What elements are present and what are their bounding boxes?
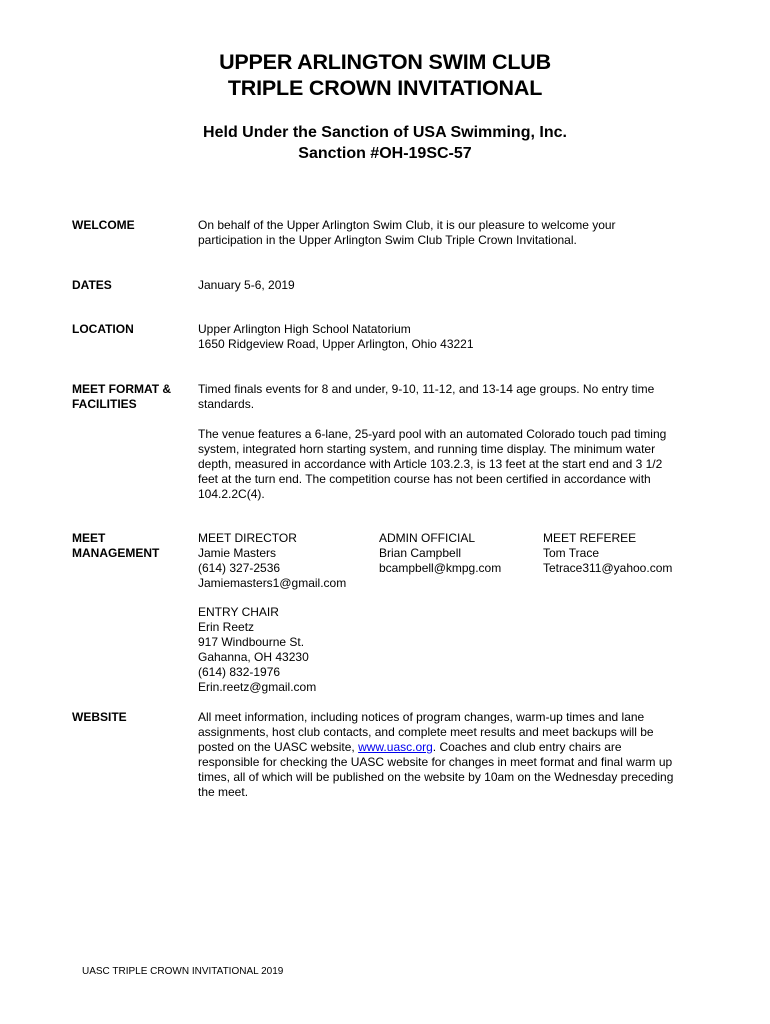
- admin-official-email: bcampbell@kmpg.com: [379, 561, 502, 575]
- admin-official-title: ADMIN OFFICIAL: [379, 531, 476, 545]
- meet-format-paragraph-1: [198, 382, 708, 412]
- website-line-3-pre: posted on the UASC website,: [198, 740, 359, 754]
- website-label: WEBSITE: [72, 710, 127, 724]
- welcome-label: WELCOME: [72, 218, 135, 232]
- website-line-2: assignments, host club contacts, and complete meet results and meet backups will be: [198, 725, 654, 739]
- meet-format-p2-line-5: 104.2.2C(4).: [198, 487, 265, 501]
- location-text: [198, 322, 708, 352]
- meet-format-label-line-2: FACILITIES: [72, 397, 137, 411]
- website-line-4: responsible for checking the UASC website for changes in meet format and final warm up: [198, 755, 673, 769]
- sanction-line-2: Sanction #OH-19SC-57: [298, 145, 472, 162]
- entry-chair-city: Gahanna, OH 43230: [198, 650, 309, 664]
- meet-referee-email: Tetrace311@yahoo.com: [543, 561, 673, 575]
- welcome-line-2: participation in the Upper Arlington Swim Club Triple Crown Invitational.: [198, 233, 577, 247]
- document-title: [0, 49, 770, 101]
- website-line-3-post: . Coaches and club entry chairs are: [432, 740, 622, 754]
- meet-referee-title: MEET REFEREE: [543, 531, 637, 545]
- entry-chair-title: ENTRY CHAIR: [198, 605, 279, 619]
- sanction-line-1: Held Under the Sanction of USA Swimming, Inc.: [203, 124, 567, 141]
- meet-director-name: Jamie Masters: [198, 546, 277, 560]
- entry-chair-email: Erin.reetz@gmail.com: [198, 680, 317, 694]
- location-line-1: Upper Arlington High School Natatorium: [198, 322, 411, 336]
- dates-label: DATES: [72, 278, 112, 292]
- meet-format-p2-line-2: system, integrated horn starting system, and running time display. The minimum water: [198, 442, 656, 456]
- dates-value: January 5-6, 2019: [198, 278, 295, 292]
- entry-chair-street: 917 Windbourne St.: [198, 635, 305, 649]
- management-label: [72, 531, 159, 561]
- location-line-2: 1650 Ridgeview Road, Upper Arlington, Ohio 43221: [198, 337, 474, 351]
- location-label: LOCATION: [72, 322, 134, 336]
- meet-format-p1-line-2: standards.: [198, 397, 255, 411]
- website-line-3: [198, 740, 708, 755]
- meet-director-block: [198, 531, 346, 591]
- meet-format-p1-line-1: Timed finals events for 8 and under, 9-10, 11-12, and 13-14 age groups. No entry time: [198, 382, 655, 396]
- management-label-line-1: MEET: [72, 531, 106, 545]
- meet-director-phone: (614) 327-2536: [198, 561, 281, 575]
- entry-chair-name: Erin Reetz: [198, 620, 255, 634]
- entry-chair-phone: (614) 832-1976: [198, 665, 281, 679]
- website-text: [198, 710, 708, 800]
- uasc-website-link[interactable]: www.uasc.org: [358, 740, 433, 754]
- meet-director-title: MEET DIRECTOR: [198, 531, 297, 545]
- meet-format-p2-line-3: depth, measured in accordance with Article 103.2.3, is 13 feet at the start end and 3 1/2: [198, 457, 663, 471]
- meet-referee-name: Tom Trace: [543, 546, 600, 560]
- sanction-heading: [0, 122, 770, 164]
- admin-official-block: [379, 531, 501, 576]
- website-line-1: All meet information, including notices of program changes, warm-up times and lane: [198, 710, 645, 724]
- website-line-6: the meet.: [198, 785, 249, 799]
- management-label-line-2: MANAGEMENT: [72, 546, 160, 560]
- title-line-1: UPPER ARLINGTON SWIM CLUB: [219, 50, 551, 74]
- website-line-5: times, all of which will be published on the website by 10am on the Wednesday preceding: [198, 770, 674, 784]
- admin-official-name: Brian Campbell: [379, 546, 462, 560]
- meet-referee-block: [543, 531, 672, 576]
- welcome-line-1: On behalf of the Upper Arlington Swim Club, it is our pleasure to welcome your: [198, 218, 616, 232]
- entry-chair-block: [198, 605, 316, 695]
- page-footer: UASC TRIPLE CROWN INVITATIONAL 2019: [82, 966, 284, 977]
- meet-format-label-line-1: MEET FORMAT &: [72, 382, 172, 396]
- meet-format-label: [72, 382, 171, 412]
- welcome-text: [198, 218, 708, 248]
- meet-format-p2-line-1: The venue features a 6-lane, 25-yard pool with an automated Colorado touch pad timing: [198, 427, 667, 441]
- title-line-2: TRIPLE CROWN INVITATIONAL: [227, 76, 543, 100]
- meet-format-p2-line-4: feet at the turn end. The competition course has not been certified in accordance with: [198, 472, 651, 486]
- dates-text: [198, 278, 708, 293]
- meet-format-paragraph-2: [198, 427, 708, 502]
- meet-director-email: Jamiemasters1@gmail.com: [198, 576, 347, 590]
